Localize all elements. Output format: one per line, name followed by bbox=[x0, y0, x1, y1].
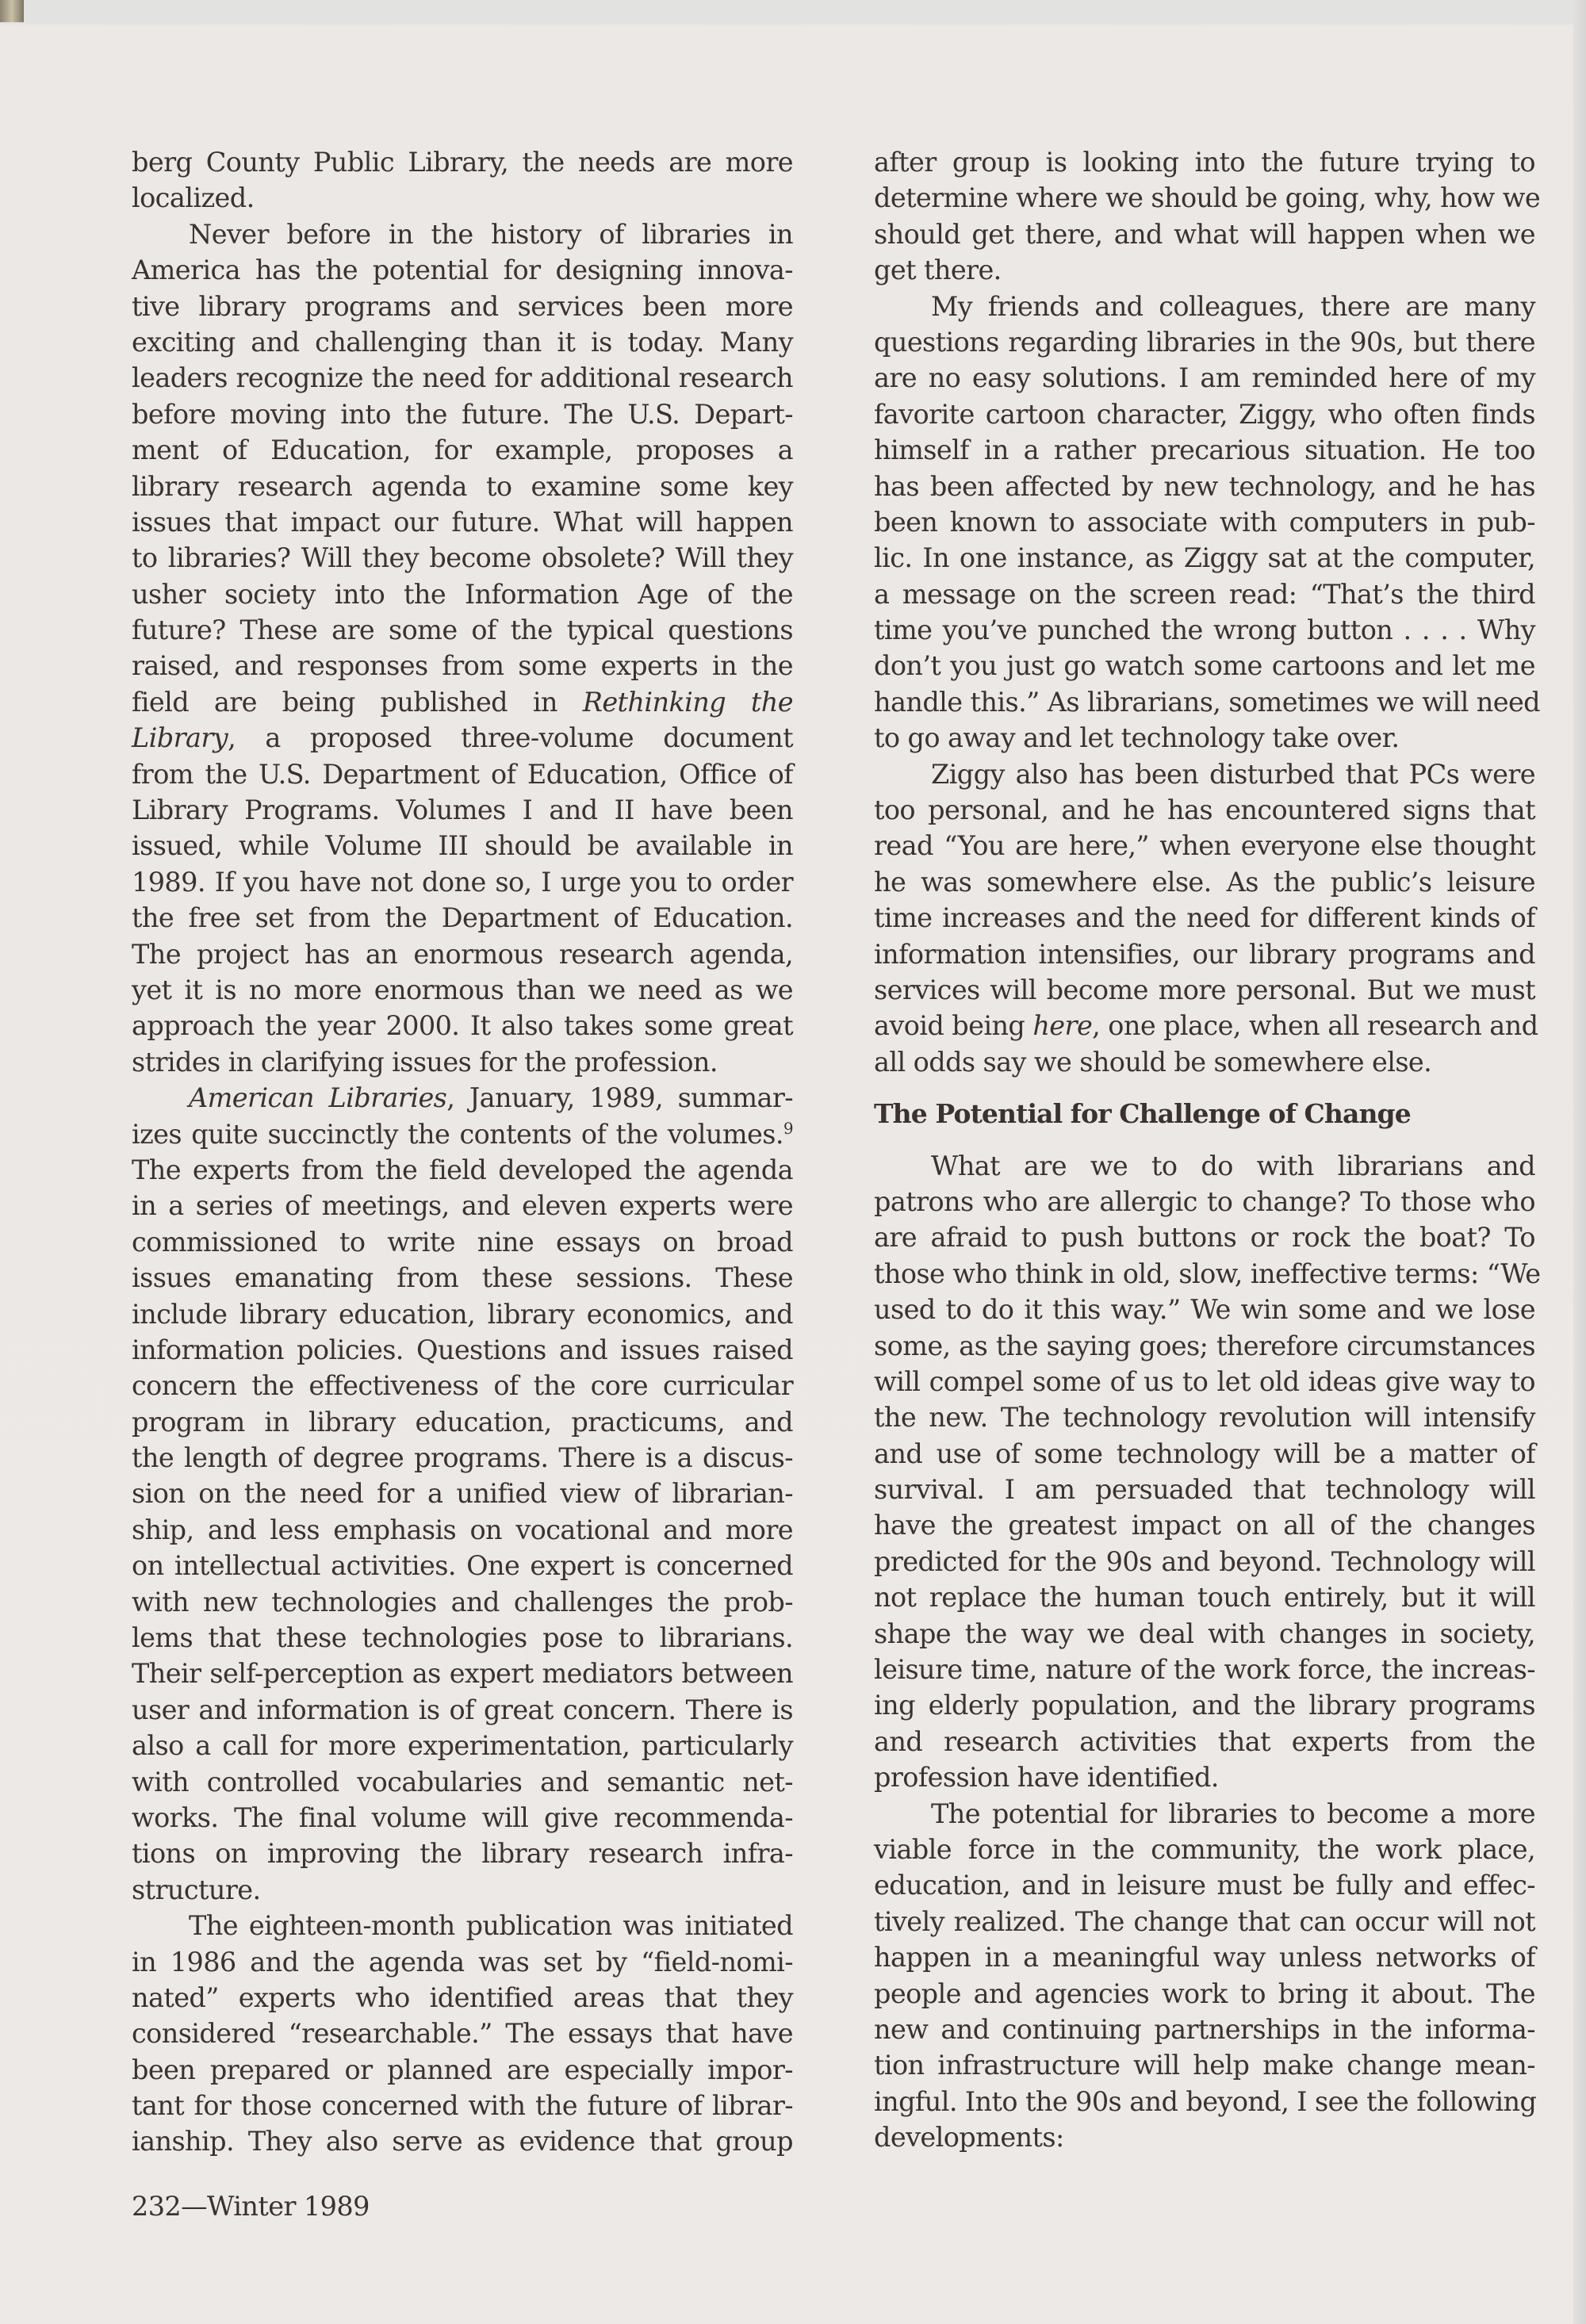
text-fragment: , a proposed three-volume document bbox=[228, 722, 793, 754]
text-line: before moving into the future. The U.S. Depart- bbox=[132, 398, 793, 430]
text-line: to libraries? Will they become obsolete? Will they bbox=[132, 542, 793, 574]
text-line: considered “researchable.” The essays that have bbox=[132, 2018, 793, 2050]
text-line: ingful. Into the 90s and beyond, I see the following bbox=[874, 2085, 1537, 2117]
text-line: with new technologies and challenges the prob- bbox=[132, 1586, 793, 1618]
text-line: raised, and responses from some experts in the bbox=[132, 650, 793, 682]
text-line: exciting and challenging than it is today. Many bbox=[132, 326, 793, 358]
text-line: What are we to do with librarians and bbox=[931, 1150, 1535, 1181]
text-line: determine where we should be going, why, how we bbox=[874, 182, 1541, 214]
text-line: localized. bbox=[132, 182, 255, 214]
text-fragment: , one place, when all research and bbox=[1092, 1010, 1538, 1042]
text-line: in 1986 and the agenda was set by “field-nomi- bbox=[132, 1946, 793, 1978]
text-line: himself in a rather precarious situation. He too bbox=[874, 435, 1535, 466]
text-line: tive library programs and services been more bbox=[132, 290, 793, 322]
text-line: Their self-perception as expert mediators between bbox=[132, 1658, 793, 1690]
text-line: viable force in the community, the work place, bbox=[874, 1833, 1535, 1865]
text-line: leisure time, nature of the work force, the increas- bbox=[874, 1654, 1535, 1686]
text-line: and use of some technology will be a matter of bbox=[874, 1438, 1535, 1469]
right-column bbox=[874, 144, 1541, 2155]
text-line: ing elderly population, and the library programs bbox=[874, 1690, 1535, 1721]
page-footer-folio: 232—Winter 1989 bbox=[132, 2191, 370, 2222]
text-line: approach the year 2000. It also takes some great bbox=[132, 1010, 793, 1042]
text-line: tions on improving the library research infra- bbox=[132, 1838, 793, 1870]
text-line: concern the effectiveness of the core curricular bbox=[132, 1370, 793, 1402]
text-line: yet it is no more enormous than we need as we bbox=[132, 974, 793, 1005]
text-line: get there. bbox=[874, 255, 1002, 286]
text-line: information policies. Questions and issues raised bbox=[132, 1334, 793, 1365]
text-line: Ziggy also has been disturbed that PCs were bbox=[931, 758, 1535, 790]
text-line: information intensifies, our library programs and bbox=[874, 938, 1535, 970]
text-line: tively realized. The change that can occur will not bbox=[874, 1905, 1535, 1937]
text-line: a message on the screen read: “That’s the third bbox=[874, 578, 1535, 610]
text-line: with controlled vocabularies and semantic net- bbox=[132, 1766, 793, 1798]
text-fragment: , January, 1989, summar- bbox=[446, 1082, 793, 1114]
text-line: some, as the saying goes; therefore circumstances bbox=[874, 1330, 1535, 1361]
text-line: time you’ve punched the wrong button . . . . Why bbox=[874, 615, 1535, 646]
text-fragment: avoid being bbox=[874, 1010, 1033, 1042]
text-line: has been affected by new technology, and he has bbox=[874, 470, 1535, 502]
text-line: library research agenda to examine some key bbox=[132, 470, 793, 502]
text-line: services will become more personal. But we must bbox=[874, 974, 1535, 1005]
text-line: been known to associate with computers in pub- bbox=[874, 506, 1535, 538]
text-line: program in library education, practicums, and bbox=[132, 1406, 793, 1438]
text-line: have the greatest impact on all of the changes bbox=[874, 1510, 1535, 1541]
text-line: also a call for more experimentation, particularly bbox=[132, 1730, 793, 1762]
top-scan-strip bbox=[0, 0, 1586, 24]
text-fragment: izes quite succinctly the contents of the volumes. bbox=[132, 1118, 783, 1150]
journal-title: American Libraries bbox=[189, 1082, 447, 1114]
text-line: tant for those concerned with the future of librar- bbox=[132, 2090, 793, 2122]
section-heading: The Potential for Challenge of Change bbox=[874, 1098, 1411, 1130]
text-line: user and information is of great concern. There is bbox=[132, 1694, 793, 1725]
text-line: sion on the need for a unified view of librarian- bbox=[132, 1478, 793, 1510]
text-line: after group is looking into the future trying to bbox=[874, 147, 1535, 178]
text-line: Library Programs. Volumes I and II have been bbox=[132, 794, 793, 826]
text-line: America has the potential for designing innova- bbox=[132, 255, 793, 286]
text-line: patrons who are allergic to change? To those who bbox=[874, 1185, 1535, 1217]
text-line bbox=[132, 1080, 793, 1116]
text-line: issued, while Volume III should be available in bbox=[132, 830, 793, 862]
text-line: issues that impact our future. What will happen bbox=[132, 506, 793, 538]
text-line: works. The final volume will give recommenda- bbox=[132, 1801, 793, 1833]
text-line: structure. bbox=[132, 1874, 261, 1905]
text-line: leaders recognize the need for additional research bbox=[132, 362, 793, 394]
text-line: not replace the human touch entirely, but it will bbox=[874, 1582, 1535, 1614]
text-line: the length of degree programs. There is a discus- bbox=[132, 1442, 793, 1474]
text-line: predicted for the 90s and beyond. Technology will bbox=[874, 1545, 1535, 1577]
text-line bbox=[132, 720, 793, 756]
text-line: on intellectual activities. One expert is concerned bbox=[132, 1550, 793, 1582]
text-line: nated” experts who identified areas that they bbox=[132, 1981, 793, 2013]
text-line: happen in a meaningful way unless networks of bbox=[874, 1942, 1535, 1974]
text-line: time increases and the need for different kinds of bbox=[874, 902, 1535, 934]
text-line: commissioned to write nine essays on broad bbox=[132, 1226, 793, 1258]
text-line: education, and in leisure must be fully and effec- bbox=[874, 1870, 1535, 1901]
text-line: berg County Public Library, the needs are more bbox=[132, 147, 793, 178]
text-line: should get there, and what will happen when we bbox=[874, 218, 1535, 250]
text-line: new and continuing partnerships in the informa- bbox=[874, 2013, 1535, 2045]
text-line bbox=[132, 1116, 793, 1152]
text-line: usher society into the Information Age of the bbox=[132, 578, 793, 610]
text-line: the new. The technology revolution will intensify bbox=[874, 1402, 1535, 1434]
text-line: survival. I am persuaded that technology will bbox=[874, 1474, 1535, 1506]
book-title: Library bbox=[132, 722, 228, 754]
text-line: include library education, library economics, and bbox=[132, 1298, 793, 1330]
text-line: are no easy solutions. I am reminded here of my bbox=[874, 362, 1535, 394]
text-line: favorite cartoon character, Ziggy, who often finds bbox=[874, 398, 1535, 430]
text-line: 1989. If you have not done so, I urge you to order bbox=[132, 866, 793, 898]
text-line: questions regarding libraries in the 90s, but there bbox=[874, 326, 1535, 358]
text-line: profession have identified. bbox=[874, 1762, 1219, 1794]
text-line: he was somewhere else. As the public’s leisure bbox=[874, 866, 1535, 898]
text-line: from the U.S. Department of Education, Office of bbox=[132, 758, 793, 790]
text-line: tion infrastructure will help make change mean- bbox=[874, 2050, 1535, 2081]
text-line: issues emanating from these sessions. These bbox=[132, 1262, 793, 1294]
text-line: The project has an enormous research agenda, bbox=[132, 938, 793, 970]
text-line: The potential for libraries to become a more bbox=[931, 1798, 1535, 1829]
text-line: handle this.” As librarians, sometimes we will need bbox=[874, 686, 1541, 718]
text-line: to go away and let technology take over. bbox=[874, 722, 1400, 754]
text-line: too personal, and he has encountered signs that bbox=[874, 794, 1535, 826]
left-column bbox=[132, 144, 793, 2160]
binding-tab bbox=[0, 0, 24, 22]
text-line: used to do it this way.” We win some and we lose bbox=[874, 1294, 1535, 1326]
text-line: shape the way we deal with changes in society, bbox=[874, 1618, 1535, 1649]
text-line: will compel some of us to let old ideas give way to bbox=[874, 1365, 1535, 1397]
text-line: don’t you just go watch some cartoons and let me bbox=[874, 650, 1535, 682]
text-line: lic. In one instance, as Ziggy sat at the computer, bbox=[874, 542, 1535, 574]
text-line: My friends and colleagues, there are many bbox=[931, 290, 1535, 322]
text-line: those who think in old, slow, ineffective terms: “We bbox=[874, 1258, 1541, 1289]
footnote-ref: 9 bbox=[783, 1118, 793, 1138]
text-line: The eighteen-month publication was initiated bbox=[189, 1910, 793, 1942]
emphasis: here bbox=[1032, 1010, 1093, 1042]
text-line: ship, and less emphasis on vocational and more bbox=[132, 1514, 793, 1545]
text-line: developments: bbox=[874, 2122, 1064, 2154]
book-title: Rethinking the bbox=[582, 686, 793, 718]
text-line: ianship. They also serve as evidence that group bbox=[132, 2126, 793, 2157]
text-line: future? These are some of the typical questions bbox=[132, 615, 793, 646]
text-line: people and agencies work to bring it about. The bbox=[874, 1978, 1535, 2009]
text-line: strides in clarifying issues for the profession. bbox=[132, 1046, 718, 1078]
text-line: are afraid to push buttons or rock the boat? To bbox=[874, 1222, 1535, 1254]
text-line: and research activities that experts from the bbox=[874, 1725, 1535, 1757]
text-line bbox=[132, 684, 793, 720]
text-line: read “You are here,” when everyone else thought bbox=[874, 830, 1535, 862]
text-line: the free set from the Department of Education. bbox=[132, 902, 793, 934]
text-fragment: field are being published in bbox=[132, 686, 557, 718]
text-line: lems that these technologies pose to librarians. bbox=[132, 1622, 793, 1654]
text-line: ment of Education, for example, proposes a bbox=[132, 435, 793, 466]
text-line: been prepared or planned are especially impor- bbox=[132, 2054, 793, 2085]
text-line: Never before in the history of libraries in bbox=[189, 218, 793, 250]
text-line bbox=[874, 1008, 1538, 1043]
text-line: The experts from the field developed the agenda bbox=[132, 1154, 793, 1185]
text-line: in a series of meetings, and eleven experts were bbox=[132, 1190, 793, 1222]
page-edge-shadow bbox=[1573, 0, 1586, 2324]
text-line: all odds say we should be somewhere else. bbox=[874, 1046, 1432, 1078]
